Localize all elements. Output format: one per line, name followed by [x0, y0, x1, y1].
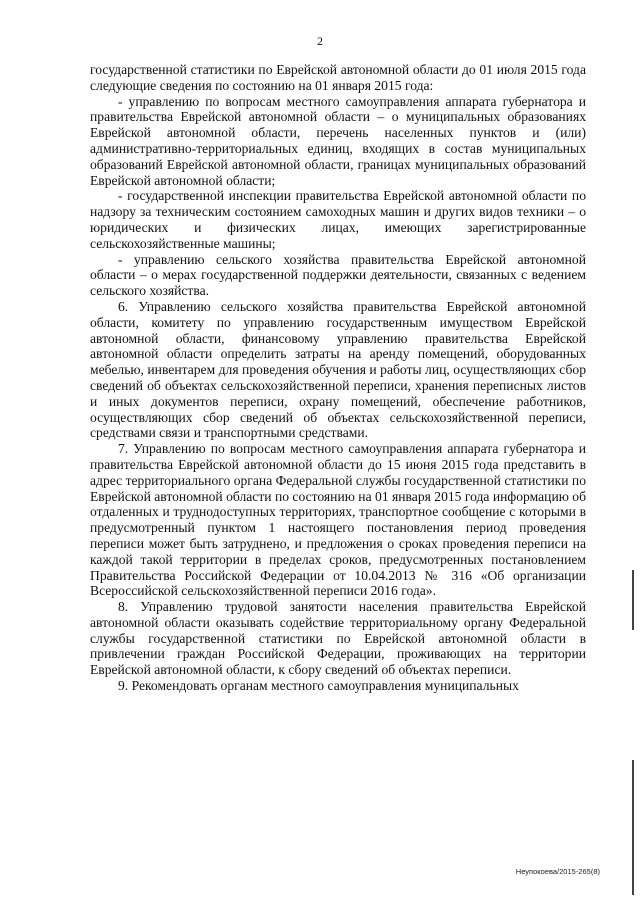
paragraph-item-6: 6. Управлению сельского хозяйства правительства Еврейской автономной области, комитету по управлению государственным имуществом Еврейской автономной области, финансовому управлению правительства Еврейской автономной области определить затраты на аренду помещений, оборудованных мебелью, инвентарем для проведения обучения и работы лиц, осуществляющих сбор сведений об объектах сельскохозяйственной переписи, хранения переписных листов и иных документов переписи, охрану помещений, обеспечение работников, осуществляющих сбор сведений об объектах сельскохозяйственной переписи, средствами связи и транспортными средствами. [90, 298, 586, 441]
document-reference: Неупокоева/2015-265(8) [515, 867, 600, 876]
paragraph-item-8: 8. Управлению трудовой занятости населения правительства Еврейской автономной области оказывать содействие территориальному органу Федеральной службы государственной статистики по Еврейской автономной области в привлечении граждан Российской Федерации, проживающих на территории Еврейской автономной области, к сбору сведений об объектах переписи. [90, 599, 586, 678]
scan-edge-mark [632, 760, 634, 895]
paragraph-list-item: - управлению сельского хозяйства правительства Еврейской автономной области – о мерах государственной поддержки деятельности, связанных с ведением сельского хозяйства. [90, 251, 586, 299]
page-number: 2 [317, 34, 323, 48]
paragraph-item-7: 7. Управлению по вопросам местного самоуправления аппарата губернатора и правительства Еврейской автономной области до 15 июня 2015 года представить в адрес территориального органа Федеральной службы государственной статистики по Еврейской автономной области по состоянию на 01 января 2015 года информацию об отдаленных и труднодоступных территориях, транспортное сообщение с которыми в предусмотренный пунктом 1 настоящего постановления период проведения переписи может быть затруднено, и предложения о сроках проведения переписи на каждой такой территории в пределах сроков, предусмотренных постановлением Правительства Российской Федерации от 10.04.2013 № 316 «Об организации Всероссийской сельскохозяйственной переписи 2016 года». [90, 441, 586, 599]
paragraph-list-item: - управлению по вопросам местного самоуправления аппарата губернатора и правительства Еврейской автономной области – о муниципальных образованиях Еврейской автономной области, перечень населенных пунктов и (или) административно-территориальных единиц, входящих в состав муниципальных образований Еврейской автономной области, границах муниципальных образований Еврейской автономной области; [90, 93, 586, 188]
paragraph-list-item: - государственной инспекции правительства Еврейской автономной области по надзору за техническим состоянием самоходных машин и других видов техники – о юридических и физических лицах, имеющих зарегистрированные сельскохозяйственные машины; [90, 188, 586, 251]
scan-edge-mark [632, 570, 634, 630]
paragraph-intro: государственной статистики по Еврейской автономной области до 01 июля 2015 года следующие сведения по состоянию на 01 января 2015 года: [90, 62, 586, 93]
paragraph-item-9: 9. Рекомендовать органам местного самоуправления муниципальных [118, 678, 519, 694]
document-body [90, 62, 586, 694]
